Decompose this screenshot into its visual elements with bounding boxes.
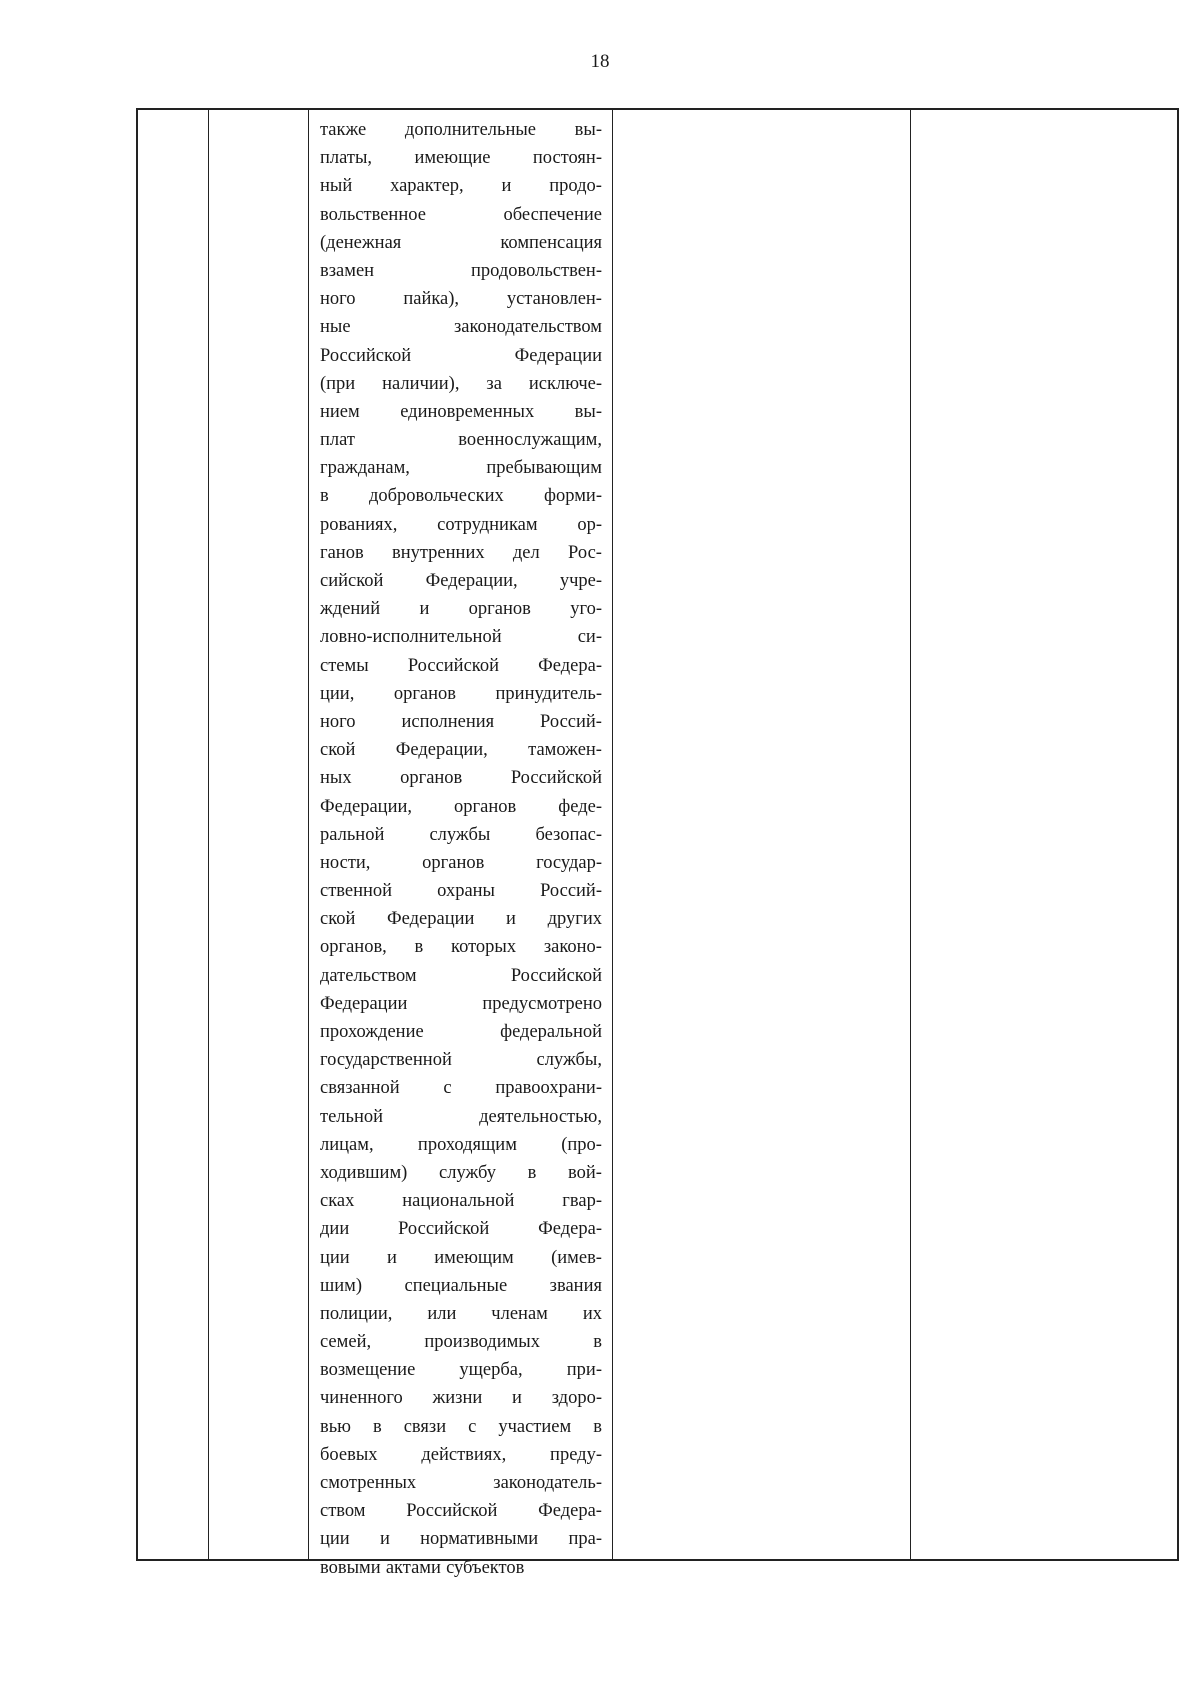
cell-text-line bbox=[320, 1469, 602, 1497]
word: в bbox=[320, 486, 329, 507]
word: Федера- bbox=[538, 1501, 602, 1522]
word: охраны bbox=[437, 881, 495, 902]
word: ор- bbox=[577, 514, 602, 535]
cell-text-line bbox=[320, 736, 602, 764]
word: связи bbox=[403, 1416, 447, 1437]
word: вы- bbox=[574, 120, 602, 140]
word: ской bbox=[320, 740, 356, 761]
cell-text-line bbox=[320, 1272, 602, 1300]
word: действиях, bbox=[421, 1444, 507, 1465]
word: и bbox=[501, 176, 512, 197]
word: исполнения bbox=[401, 711, 495, 732]
word: (денежная bbox=[320, 232, 402, 253]
column-divider-4 bbox=[910, 110, 911, 1559]
cell-text-line bbox=[320, 595, 602, 623]
word: характер, bbox=[390, 176, 464, 197]
word: прохождение bbox=[320, 1022, 424, 1042]
word: дии bbox=[320, 1219, 350, 1240]
word: органов bbox=[454, 796, 517, 817]
word: и bbox=[419, 599, 430, 620]
word: в bbox=[593, 1332, 602, 1353]
word: имеющим bbox=[434, 1247, 514, 1268]
word: государственной bbox=[320, 1050, 452, 1071]
word: вовыми bbox=[320, 1557, 381, 1578]
word: пайка), bbox=[403, 289, 460, 310]
cell-text-line bbox=[320, 285, 602, 313]
cell-text-line bbox=[320, 1525, 602, 1553]
word: вы- bbox=[574, 401, 602, 422]
cell-text-line bbox=[320, 539, 602, 567]
word: боевых bbox=[320, 1444, 378, 1465]
cell-text-line bbox=[320, 905, 602, 933]
cell-text-line bbox=[320, 144, 602, 172]
word: ловно-исполнительной bbox=[320, 627, 502, 648]
word: ждений bbox=[320, 599, 381, 620]
word: ции bbox=[320, 1529, 350, 1550]
word: гражданам, bbox=[320, 458, 410, 479]
cell-text-line bbox=[320, 1018, 602, 1046]
word: сийской bbox=[320, 571, 384, 591]
word: учре- bbox=[559, 571, 602, 591]
cell-text-line bbox=[320, 962, 602, 990]
word: ущерба, bbox=[459, 1360, 523, 1381]
word: с bbox=[443, 1078, 452, 1099]
word: ности, bbox=[320, 852, 371, 873]
cell-text-line bbox=[320, 793, 602, 821]
word: ного bbox=[320, 711, 356, 732]
word: Российской bbox=[510, 768, 602, 789]
word: Российской bbox=[510, 965, 602, 986]
word: их bbox=[582, 1303, 602, 1324]
word: обеспечение bbox=[503, 204, 602, 225]
word: предусмотрено bbox=[482, 993, 602, 1014]
cell-text-line bbox=[320, 511, 602, 539]
cell-text-line bbox=[320, 849, 602, 877]
cell-text-line bbox=[320, 1554, 602, 1582]
word: Российской bbox=[398, 1219, 490, 1240]
word: шим) bbox=[320, 1275, 363, 1296]
cell-text-line bbox=[320, 1131, 602, 1159]
cell-text-line bbox=[320, 454, 602, 482]
word: Российской bbox=[320, 345, 412, 366]
cell-text-line bbox=[320, 1328, 602, 1356]
cell-text-line bbox=[320, 257, 602, 285]
cell-text-line bbox=[320, 1497, 602, 1525]
word: платы, bbox=[320, 148, 373, 169]
word: нием bbox=[320, 401, 360, 422]
word: взамен bbox=[320, 260, 375, 281]
word: си- bbox=[577, 627, 602, 648]
cell-text-line bbox=[320, 1300, 602, 1328]
cell-text-line bbox=[320, 1103, 602, 1131]
word: в bbox=[414, 937, 424, 958]
word: Федерации bbox=[387, 909, 475, 930]
cell-text-line bbox=[320, 1384, 602, 1412]
word: Федера- bbox=[538, 655, 602, 676]
word: Федерации, bbox=[395, 740, 488, 761]
word: государ- bbox=[536, 852, 602, 873]
cell-text-line bbox=[320, 652, 602, 680]
word: пра- bbox=[568, 1529, 602, 1550]
cell-text-line bbox=[320, 1046, 602, 1074]
cell-text-line bbox=[320, 1074, 602, 1102]
word: законодатель- bbox=[493, 1473, 602, 1493]
cell-text-line bbox=[320, 1413, 602, 1441]
word: Федера- bbox=[538, 1219, 602, 1240]
word: правоохрани- bbox=[495, 1078, 602, 1099]
word: тельной bbox=[320, 1106, 384, 1127]
word: законо- bbox=[543, 937, 602, 958]
word: Россий- bbox=[540, 711, 602, 732]
cell-text-line bbox=[320, 990, 602, 1018]
word: или bbox=[427, 1303, 457, 1324]
word: членам bbox=[491, 1303, 548, 1324]
cell-text-line bbox=[320, 229, 602, 257]
word: национальной bbox=[402, 1191, 515, 1212]
word: жизни bbox=[432, 1388, 483, 1409]
word: ции bbox=[320, 1247, 350, 1268]
column-divider-1 bbox=[208, 110, 209, 1559]
word: и bbox=[379, 1529, 390, 1550]
page-number: 18 bbox=[590, 51, 610, 72]
word: дополнительные bbox=[404, 120, 537, 140]
word: продо- bbox=[549, 176, 602, 197]
word: органов, bbox=[320, 937, 387, 958]
word: возмещение bbox=[320, 1360, 416, 1381]
word: полиции, bbox=[320, 1303, 393, 1324]
word: федеральной bbox=[500, 1022, 602, 1042]
cell-text-line bbox=[320, 680, 602, 708]
cell-text-line bbox=[320, 1244, 602, 1272]
word: ции, bbox=[320, 683, 355, 704]
word: ных bbox=[320, 768, 352, 789]
word: чиненного bbox=[320, 1388, 403, 1409]
word: феде- bbox=[558, 796, 602, 817]
word: в bbox=[527, 1162, 537, 1183]
word: производимых bbox=[424, 1332, 540, 1353]
word: также bbox=[320, 120, 367, 140]
word: ный bbox=[320, 176, 353, 197]
word: связанной bbox=[320, 1078, 400, 1099]
word: Россий- bbox=[540, 881, 602, 902]
word: продовольствен- bbox=[470, 260, 602, 281]
word: вольственное bbox=[320, 204, 426, 225]
word: стемы bbox=[320, 655, 369, 676]
word: добровольческих bbox=[368, 486, 504, 507]
column-divider-3 bbox=[612, 110, 613, 1559]
word: установлен- bbox=[506, 289, 602, 310]
column-divider-2 bbox=[308, 110, 309, 1559]
word: вой- bbox=[568, 1162, 602, 1183]
word: форми- bbox=[544, 486, 602, 507]
word: и bbox=[506, 909, 516, 930]
cell-text-line bbox=[320, 821, 602, 849]
cell-text-line bbox=[320, 201, 602, 229]
word: сках bbox=[320, 1191, 355, 1212]
word: Федерации bbox=[514, 345, 602, 366]
word: Федерации bbox=[320, 993, 408, 1014]
word: Рос- bbox=[568, 542, 602, 563]
word: рованиях, bbox=[320, 514, 398, 535]
word: ственной bbox=[320, 881, 393, 902]
word: пребывающим bbox=[486, 458, 602, 479]
word: при- bbox=[566, 1360, 602, 1381]
word: ганов bbox=[320, 542, 364, 563]
word: дательством bbox=[320, 965, 417, 986]
cell-text-line bbox=[320, 398, 602, 426]
word: наличии), bbox=[382, 373, 460, 394]
word: за bbox=[486, 373, 502, 394]
word: актами bbox=[385, 1557, 441, 1578]
word: преду- bbox=[550, 1444, 602, 1465]
word: которых bbox=[451, 937, 517, 958]
word: военнослужащим, bbox=[458, 430, 602, 451]
word: смотренных bbox=[320, 1473, 417, 1493]
word: имеющие bbox=[414, 148, 491, 169]
cell-text-line bbox=[320, 708, 602, 736]
word: ской bbox=[320, 909, 356, 930]
word: законодательством bbox=[453, 317, 602, 338]
word: службы, bbox=[536, 1050, 602, 1071]
cell-text-line bbox=[320, 764, 602, 792]
word: деятельностью, bbox=[479, 1106, 602, 1127]
word: проходящим bbox=[417, 1134, 517, 1155]
cell-text-line bbox=[320, 1159, 602, 1187]
word: и bbox=[387, 1247, 397, 1268]
word: ходившим) bbox=[320, 1162, 408, 1183]
word: сотрудникам bbox=[437, 514, 538, 535]
cell-text-line bbox=[320, 1356, 602, 1384]
word: принудитель- bbox=[495, 683, 602, 704]
word: Российской bbox=[406, 1501, 498, 1522]
word: Федерации, bbox=[425, 571, 518, 591]
word: в bbox=[593, 1416, 602, 1437]
table-cell-text bbox=[320, 116, 602, 1582]
word: безопас- bbox=[535, 824, 602, 845]
word: органов bbox=[393, 683, 457, 704]
word: лицам, bbox=[320, 1134, 374, 1155]
word: ные bbox=[320, 317, 351, 338]
word: гвар- bbox=[562, 1191, 602, 1212]
word: здоро- bbox=[551, 1388, 602, 1409]
cell-text-line bbox=[320, 482, 602, 510]
word: единовременных bbox=[400, 401, 535, 422]
word: специальные bbox=[404, 1275, 508, 1296]
word: нормативными bbox=[420, 1529, 539, 1550]
cell-text-line bbox=[320, 370, 602, 398]
word: с bbox=[468, 1416, 477, 1437]
word: службы bbox=[429, 824, 491, 845]
word: ральной bbox=[320, 824, 385, 845]
cell-text-line bbox=[320, 877, 602, 905]
word: вью bbox=[320, 1416, 351, 1437]
word: исключе- bbox=[528, 373, 602, 394]
word: плат bbox=[320, 430, 355, 451]
word: органов bbox=[400, 768, 463, 789]
word: Российской bbox=[407, 655, 499, 676]
word: органов bbox=[468, 599, 531, 620]
word: ного bbox=[320, 289, 356, 310]
word: службу bbox=[439, 1162, 496, 1183]
word: постоян- bbox=[532, 148, 602, 169]
word: звания bbox=[549, 1275, 602, 1296]
word: компенсация bbox=[500, 232, 602, 253]
word: органов bbox=[422, 852, 485, 873]
cell-text-line bbox=[320, 567, 602, 595]
word: в bbox=[372, 1416, 382, 1437]
cell-text-line bbox=[320, 933, 602, 961]
word: других bbox=[547, 909, 602, 930]
word: таможен- bbox=[528, 740, 602, 761]
cell-text-line bbox=[320, 172, 602, 200]
word: субъектов bbox=[446, 1557, 525, 1578]
word: ством bbox=[320, 1501, 366, 1522]
word: Федерации, bbox=[320, 796, 412, 817]
word: и bbox=[512, 1388, 522, 1409]
cell-text-line bbox=[320, 116, 602, 144]
word: семей, bbox=[320, 1332, 372, 1353]
document-table bbox=[136, 108, 1179, 1578]
cell-text-line bbox=[320, 1187, 602, 1215]
cell-text-line bbox=[320, 313, 602, 341]
word: (имев- bbox=[551, 1247, 602, 1268]
cell-text-line bbox=[320, 342, 602, 370]
cell-text-line bbox=[320, 1215, 602, 1243]
cell-text-line bbox=[320, 1441, 602, 1469]
cell-text-line bbox=[320, 623, 602, 651]
word: дел bbox=[512, 542, 540, 563]
word: внутренних bbox=[391, 542, 485, 563]
word: (про- bbox=[561, 1134, 602, 1155]
word: (при bbox=[320, 373, 356, 394]
cell-text-line bbox=[320, 426, 602, 454]
word: участием bbox=[498, 1416, 572, 1437]
word: уго- bbox=[570, 599, 602, 620]
